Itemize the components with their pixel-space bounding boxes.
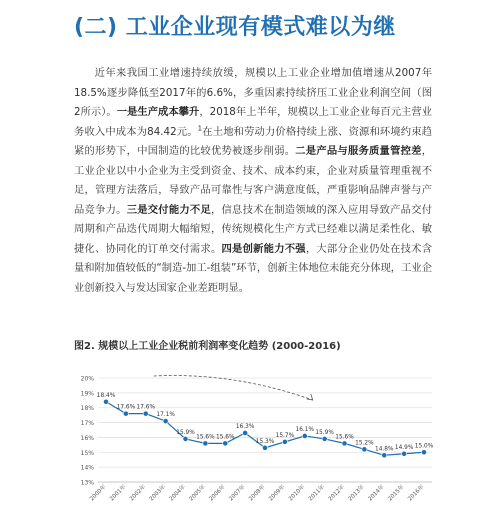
- y-tick-label: 19%: [80, 390, 94, 398]
- profit-rate-line-chart: [70, 360, 440, 512]
- data-label: 15.3%: [255, 438, 275, 445]
- data-point: [262, 445, 267, 450]
- data-point: [402, 451, 407, 456]
- y-tick-label: 14%: [80, 464, 94, 472]
- x-tick-label: 2002年: [128, 484, 148, 503]
- para-text-6: ，大部分企业仍处在技术含量和附加值较低的“制造-加工-组装”环节，创新主体地位未能充分体现，工业企业创新投入与发达国家企业差距明显。: [74, 242, 433, 294]
- data-label: 16.1%: [295, 426, 314, 433]
- y-tick-label: 15%: [80, 449, 94, 457]
- para-text-5: ，信息技术在制造领域的深入应用导致产品交付周期和产品迭代周期大幅缩短，传统规模化生产方式已经难以满足柔性化、敏捷化、协同化的订单交付需求。: [74, 203, 433, 255]
- data-point: [421, 450, 426, 455]
- data-point: [123, 411, 128, 416]
- x-tick-label: 2015年: [387, 484, 406, 503]
- x-tick-label: 2014年: [367, 484, 386, 503]
- data-point: [302, 433, 307, 438]
- y-tick-label: 17%: [80, 420, 94, 428]
- figure-caption: 图2. 规模以上工业企业税前利润率变化趋势 (2000-2016): [74, 341, 341, 352]
- x-tick-label: 2005年: [188, 484, 207, 503]
- data-label: 15.7%: [275, 432, 295, 439]
- para-text-2: ，2018年上半年，规模以上工业企业每百元主营业务收入中成本为84.42元。: [74, 106, 432, 138]
- x-tick-label: 2006年: [208, 484, 227, 503]
- data-point: [103, 399, 108, 404]
- data-point: [282, 439, 287, 444]
- para-text-1: 近年来我国工业增速持续放缓，规模以上工业企业增加值增速从2007年18.5%逐步降低至2017年的6.6%，多重因素持续挤压工业企业利润空间（图2所示）。: [74, 67, 432, 118]
- data-point: [362, 447, 367, 452]
- footnote-marker: 1: [197, 124, 203, 133]
- y-tick-label: 13%: [80, 479, 94, 487]
- data-label: 17.6%: [116, 404, 136, 411]
- data-point: [223, 441, 228, 446]
- x-tick-label: 2012年: [327, 484, 346, 503]
- trend-arrow-head-icon: [307, 394, 313, 400]
- data-point: [243, 430, 248, 435]
- data-label: 14.9%: [394, 444, 414, 451]
- data-point: [203, 441, 208, 446]
- data-label: 15.9%: [315, 429, 334, 436]
- para-text-4: ，工业企业以中小企业为主受到资金、技术、成本约束，企业对质量管理重视不足，管理方法落后，导致产品可靠性与客户满意度低，严重影响品牌声誉与产品竞争力。: [74, 145, 432, 216]
- data-label: 14.8%: [375, 446, 394, 453]
- x-tick-label: 2009年: [268, 484, 287, 503]
- x-tick-label: 2016年: [407, 484, 426, 503]
- y-tick-label: 20%: [80, 375, 94, 383]
- data-label: 17.6%: [136, 404, 155, 411]
- y-tick-label: 18%: [80, 405, 94, 413]
- x-tick-label: 2003年: [148, 484, 168, 503]
- x-tick-label: 2000年: [89, 484, 108, 503]
- body-paragraph: [74, 64, 432, 298]
- point-4-heading: 四是创新能力不强: [221, 242, 306, 255]
- data-label: 17.1%: [156, 412, 175, 419]
- x-tick-label: 2010年: [287, 484, 307, 503]
- x-tick-label: 2004年: [168, 484, 187, 503]
- point-1-heading: 一是生产成本攀升: [116, 106, 200, 118]
- x-tick-label: 2001年: [109, 484, 128, 503]
- data-label: 15.6%: [335, 434, 354, 441]
- data-point: [183, 436, 188, 441]
- x-tick-label: 2008年: [248, 484, 267, 503]
- data-point: [322, 436, 327, 441]
- x-tick-label: 2013年: [347, 484, 366, 503]
- y-tick-label: 16%: [80, 434, 94, 442]
- data-label: 15.2%: [355, 440, 374, 447]
- data-label: 16.3%: [235, 423, 255, 430]
- point-3-heading: 三是交付能力不足: [126, 203, 211, 216]
- x-tick-label: 2011年: [307, 484, 327, 503]
- data-point: [382, 453, 387, 458]
- point-2-heading: 二是产品与服务质量管控差: [295, 145, 422, 157]
- data-label: 15.9%: [176, 429, 195, 436]
- data-label: 18.4%: [96, 392, 116, 399]
- section-title: (二) 工业企业现有模式难以为继: [74, 15, 396, 40]
- data-point: [342, 441, 347, 446]
- data-label: 15.0%: [414, 443, 434, 450]
- data-point: [143, 411, 148, 416]
- para-text-3: 在土地和劳动力价格持续上涨、资源和环境约束趋紧的形势下，中国制造的比较优势被逐步削弱。: [74, 125, 433, 157]
- trend-arrow-line: [154, 376, 313, 401]
- data-label: 15.6%: [216, 434, 235, 441]
- x-tick-label: 2007年: [228, 484, 247, 503]
- data-point: [163, 418, 168, 423]
- data-label: 15.6%: [196, 434, 215, 441]
